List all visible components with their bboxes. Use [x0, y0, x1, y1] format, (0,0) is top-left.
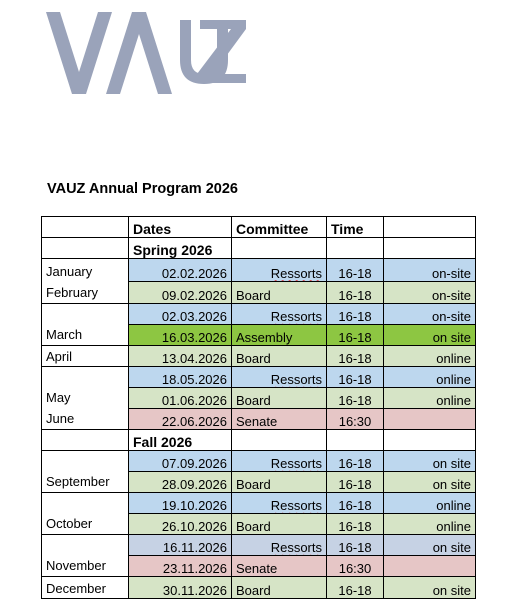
time-cell: 16-18 — [327, 304, 384, 325]
month-label: December — [46, 581, 106, 596]
month-cell — [42, 493, 129, 535]
section-spring-label: Spring 2026 — [129, 238, 232, 259]
committee-cell: Board — [232, 577, 327, 599]
section-row-spring — [42, 238, 476, 259]
date-cell: 18.05.2026 — [129, 367, 232, 388]
committee-cell: Senate — [232, 409, 327, 430]
vauz-logo — [46, 10, 248, 96]
time-cell: 16-18 — [327, 325, 384, 346]
date-cell: 07.09.2026 — [129, 451, 232, 472]
committee-cell: Board — [232, 472, 327, 493]
committee-cell: Ressorts — [232, 535, 327, 556]
mode-cell: on site — [384, 472, 476, 493]
month-label: March — [46, 326, 83, 342]
date-cell: 13.04.2026 — [129, 346, 232, 367]
time-cell: 16-18 — [327, 451, 384, 472]
time-cell: 16:30 — [327, 556, 384, 577]
header-dates: Dates — [129, 217, 232, 238]
mode-cell: on-site — [384, 281, 476, 304]
time-cell: 16-18 — [327, 281, 384, 304]
table-row — [42, 259, 476, 282]
mode-cell: on site — [384, 325, 476, 346]
committee-cell: Ressorts — [232, 304, 327, 325]
date-cell: 22.06.2026 — [129, 409, 232, 430]
mode-cell: online — [384, 388, 476, 409]
time-cell: 16-18 — [327, 388, 384, 409]
date-cell: 23.11.2026 — [129, 556, 232, 577]
date-cell: 02.02.2026 — [129, 259, 232, 282]
mode-cell — [384, 409, 476, 430]
date-cell: 30.11.2026 — [129, 577, 232, 599]
time-cell: 16-18 — [327, 346, 384, 367]
mode-cell: online — [384, 514, 476, 535]
month-label: September — [46, 473, 110, 489]
month-label: February — [46, 284, 99, 300]
section-fall-label: Fall 2026 — [129, 430, 232, 451]
month-label: May — [46, 390, 71, 405]
mode-cell: online — [384, 346, 476, 367]
month-cell — [42, 535, 129, 577]
date-cell: 09.02.2026 — [129, 281, 232, 304]
mode-cell: on site — [384, 577, 476, 599]
date-cell: 01.06.2026 — [129, 388, 232, 409]
committee-cell: Assembly — [232, 325, 327, 346]
time-cell: 16:30 — [327, 409, 384, 430]
committee-cell: Board — [232, 514, 327, 535]
time-cell: 16-18 — [327, 514, 384, 535]
header-row — [42, 217, 476, 238]
month-cell — [42, 259, 129, 304]
month-cell — [42, 304, 129, 346]
table-row — [42, 451, 476, 472]
header-committee: Committee — [232, 217, 327, 238]
committee-cell: Ressorts — [232, 367, 327, 388]
mode-cell: on-site — [384, 304, 476, 325]
table-row — [42, 346, 476, 367]
program-table — [41, 216, 476, 599]
date-cell: 16.03.2026 — [129, 325, 232, 346]
time-cell: 16-18 — [327, 493, 384, 514]
month-label: October — [46, 515, 93, 531]
committee-cell: Board — [232, 346, 327, 367]
month-cell — [42, 451, 129, 493]
time-cell: 16-18 — [327, 472, 384, 493]
date-cell: 28.09.2026 — [129, 472, 232, 493]
header-mode-blank — [384, 217, 476, 238]
time-cell: 16-18 — [327, 259, 384, 282]
committee-cell: Board — [232, 281, 327, 304]
table-row — [42, 577, 476, 599]
month-cell — [42, 367, 129, 430]
mode-cell: on site — [384, 451, 476, 472]
mode-cell: online — [384, 493, 476, 514]
table-row — [42, 367, 476, 388]
month-cell — [42, 346, 129, 367]
month-cell — [42, 577, 129, 599]
table-row — [42, 493, 476, 514]
document-title: VAUZ Annual Program 2026 — [47, 181, 238, 197]
date-cell: 26.10.2026 — [129, 514, 232, 535]
mode-cell: on-site — [384, 259, 476, 282]
time-cell: 16-18 — [327, 367, 384, 388]
committee-cell: Senate — [232, 556, 327, 577]
table-row — [42, 535, 476, 556]
committee-cell: Ressorts — [232, 493, 327, 514]
month-label: January — [46, 264, 93, 279]
header-month-blank — [42, 217, 129, 238]
mode-cell: online — [384, 367, 476, 388]
mode-cell — [384, 556, 476, 577]
section-row-fall — [42, 430, 476, 451]
date-cell: 19.10.2026 — [129, 493, 232, 514]
mode-cell: on site — [384, 535, 476, 556]
committee-cell: Ressorts — [232, 259, 327, 282]
date-cell: 02.03.2026 — [129, 304, 232, 325]
time-cell: 16-18 — [327, 577, 384, 599]
table-row — [42, 304, 476, 325]
committee-cell: Board — [232, 388, 327, 409]
time-cell: 16-18 — [327, 535, 384, 556]
date-cell: 16.11.2026 — [129, 535, 232, 556]
month-label: November — [46, 557, 106, 573]
header-time: Time — [327, 217, 384, 238]
month-label: April — [46, 349, 73, 364]
month-label: June — [46, 410, 75, 426]
committee-cell: Ressorts — [232, 451, 327, 472]
